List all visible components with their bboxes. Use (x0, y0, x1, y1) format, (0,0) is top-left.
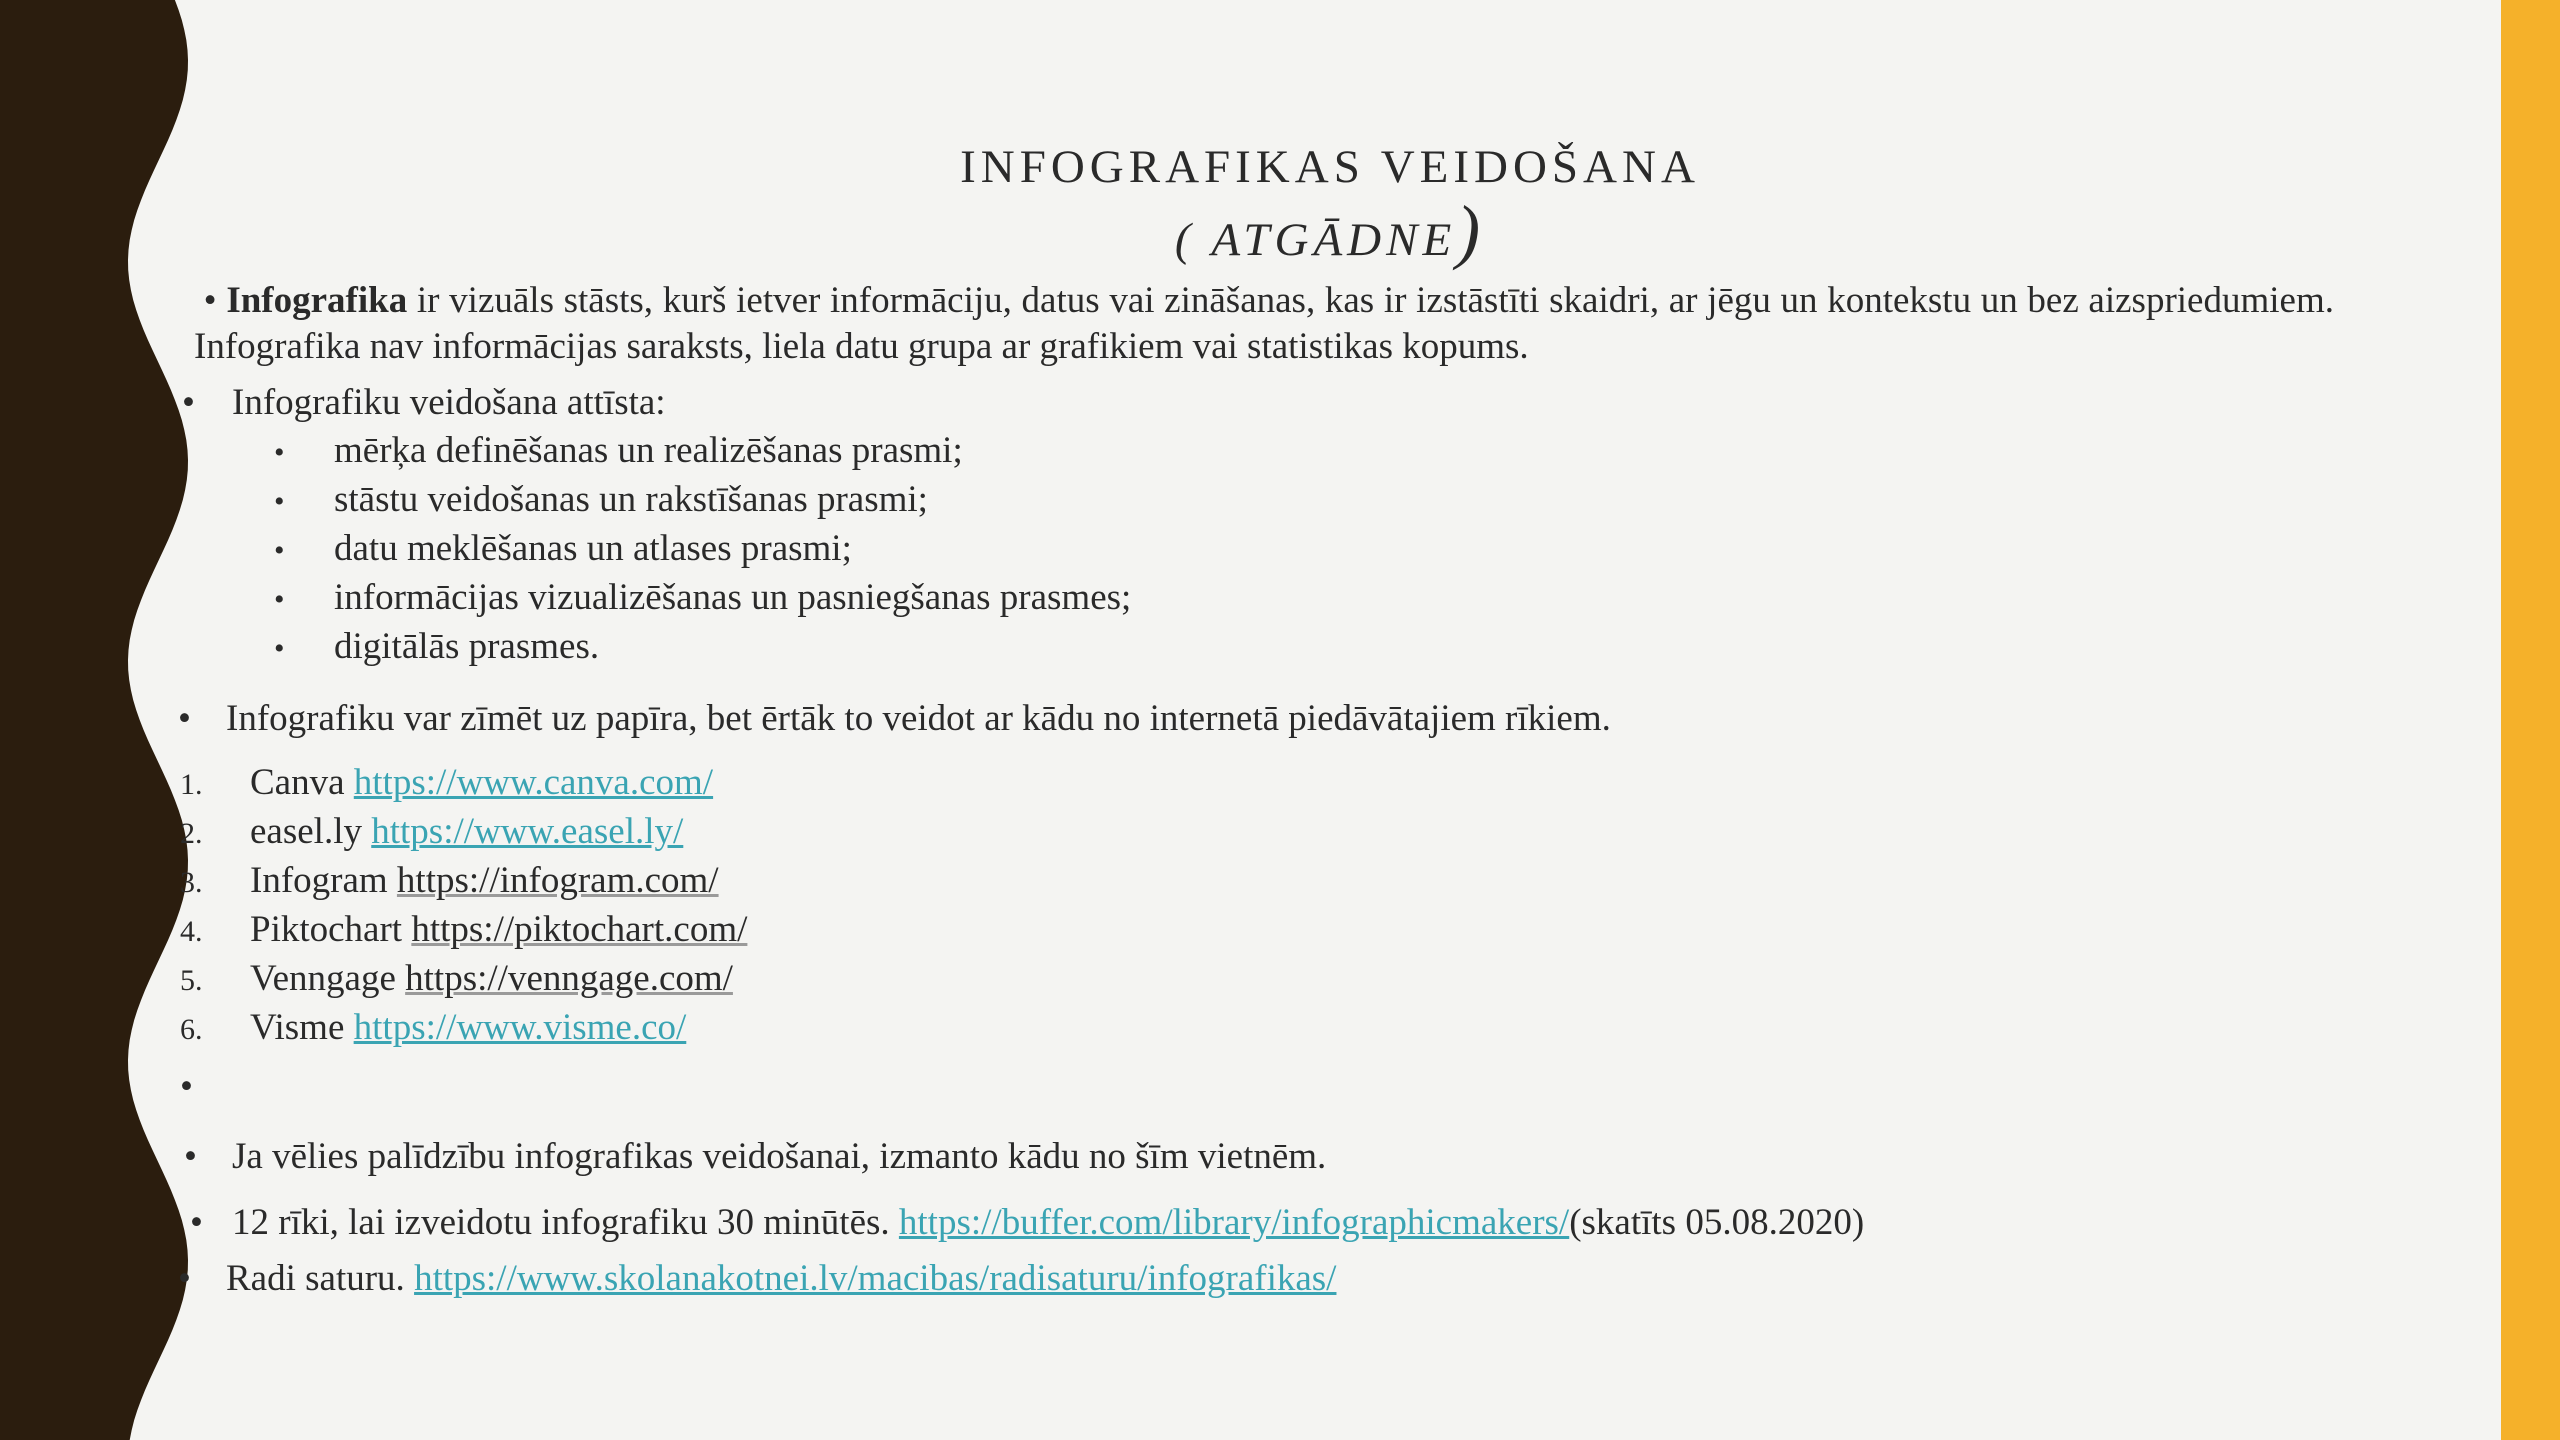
develops-item-bullet: • (274, 583, 285, 616)
tips-suffix: (skatīts 05.08.2020) (1569, 1202, 1865, 1243)
left-wave-decoration (0, 0, 200, 1440)
help-text: Ja vēlies palīdzību infografikas veidošanai, izmanto kādu no šīm vietnēm. (232, 1136, 1327, 1177)
tool-item-piktochart (250, 907, 747, 953)
tool-link-visme[interactable]: https://www.visme.co/ (353, 1007, 687, 1048)
tool-number: 6. (180, 1013, 203, 1046)
tools-intro-bullet: • (178, 698, 191, 739)
tool-item-infogram (250, 858, 719, 904)
tips-bullet: • (190, 1202, 203, 1243)
develops-item-bullet: • (274, 632, 285, 665)
tool-name: Visme (250, 1007, 354, 1048)
tool-item-easelly (250, 809, 683, 855)
tool-item-visme (250, 1005, 686, 1051)
develops-item-bullet: • (274, 534, 285, 567)
radi-bullet: • (178, 1258, 191, 1299)
tool-number: 1. (180, 768, 203, 801)
tool-name: Venngage (250, 958, 406, 999)
develops-item: mērķa definēšanas un realizēšanas prasmi; (334, 430, 963, 471)
radi-prefix: Radi saturu. (226, 1258, 415, 1299)
develops-item: stāstu veidošanas un rakstīšanas prasmi; (334, 479, 928, 520)
subtitle-open: ( (1174, 214, 1212, 266)
develops-item-bullet: • (274, 436, 285, 469)
develops-heading: Infografiku veidošana attīsta: (232, 382, 666, 423)
empty-bullet: • (180, 1066, 193, 1107)
tips-prefix: 12 rīki, lai izveidotu infografiku 30 minūtēs. (232, 1202, 899, 1243)
subtitle-word: ATGĀDNE (1211, 214, 1457, 266)
tool-number: 5. (180, 964, 203, 997)
tool-url-piktochart[interactable]: https://piktochart.com/ (411, 909, 748, 950)
help-bullet: • (184, 1136, 197, 1177)
intro-paragraph (194, 278, 2334, 370)
intro-text: ir vizuāls stāsts, kurš ietver informāciju, datus vai zināšanas, kas ir izstāstīti skaidri, ar jēgu un kontekstu un bez aizspriedumiem. Infografika nav informācijas saraksts, liela datu grupa ar grafikiem vai statistikas kopums. (194, 280, 2334, 367)
radi-line (226, 1256, 1336, 1302)
intro-bullet: • (203, 280, 217, 321)
tool-name: easel.ly (250, 811, 372, 852)
slide-subtitle (300, 191, 2360, 275)
subtitle-close: ) (1456, 191, 1486, 271)
develops-item: datu meklēšanas un atlases prasmi; (334, 528, 852, 569)
tool-number: 4. (180, 915, 203, 948)
tool-item-venngage (250, 956, 733, 1002)
develops-item-bullet: • (274, 485, 285, 518)
tool-name: Canva (250, 762, 354, 803)
develops-bullet: • (182, 382, 195, 423)
tool-name: Infogram (250, 860, 397, 901)
intro-bold-term: Infografika (226, 280, 408, 321)
tool-link-canva[interactable]: https://www.canva.com/ (353, 762, 714, 803)
develops-item: digitālās prasmes. (334, 626, 600, 667)
tips-link[interactable]: https://buffer.com/library/infographicmakers/ (898, 1202, 1570, 1243)
radi-link[interactable]: https://www.skolanakotnei.lv/macibas/radisaturu/infografikas/ (414, 1258, 1337, 1299)
develops-item: informācijas vizualizēšanas un pasniegšanas prasmes; (334, 577, 1132, 618)
tools-intro: Infografiku var zīmēt uz papīra, bet ērtāk to veidot ar kādu no internetā piedāvātajiem rīkiem. (226, 698, 1611, 739)
tips-line (232, 1200, 1864, 1246)
slide-title: INFOGRAFIKAS VEIDOŠANA (960, 141, 1700, 193)
tool-url-infogram[interactable]: https://infogram.com/ (396, 860, 719, 901)
tool-number: 3. (180, 866, 203, 899)
tool-link-easelly[interactable]: https://www.easel.ly/ (371, 811, 684, 852)
tool-name: Piktochart (250, 909, 412, 950)
tool-item-canva (250, 760, 713, 806)
tool-number: 2. (180, 817, 203, 850)
tool-url-venngage[interactable]: https://venngage.com/ (405, 958, 733, 999)
right-accent-bar (2501, 0, 2560, 1440)
